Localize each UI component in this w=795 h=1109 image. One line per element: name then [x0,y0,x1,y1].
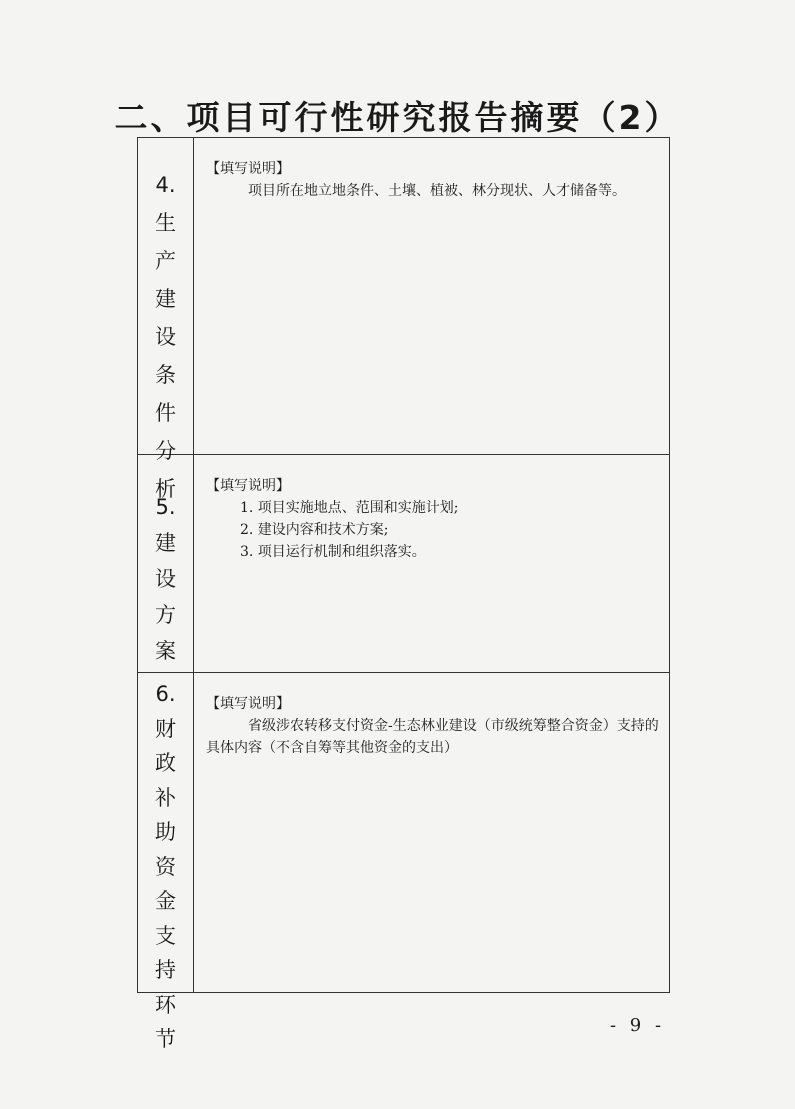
row-label-char: 设 [155,325,176,349]
row-content [194,138,669,454]
row-label-char: 分 [155,439,176,463]
row-label-char: 节 [155,1027,176,1051]
row-content [194,673,669,992]
note-header: 【填写说明】 [206,161,290,177]
row-label-char: 设 [155,567,176,591]
row-label-char: 补 [155,785,176,810]
row-label-char: 案 [155,639,176,663]
row-label-char: 方 [155,603,176,627]
page-title: 二、项目可行性研究报告摘要（2） [114,98,681,137]
note-item: 2. 建设内容和技术方案; [240,522,389,538]
table-row-production-conditions [138,138,669,501]
note-text: 项目所在地立地条件、土壤、植被、林分现状、人才储备等。 [248,183,626,199]
row-label-char: 生 [155,211,176,235]
note-text: 省级涉农转移支付资金-生态林业建设（市级统筹整合资金）支持的具体内容（不含自筹等其他资金的支出） [206,718,659,756]
row-label-char: 析 [155,477,176,501]
page-number: - 9 - [610,1015,666,1036]
row-label-char: 件 [155,401,176,425]
row-label-char: 建 [155,531,176,555]
row-label-char: 产 [155,249,176,273]
row-label [138,673,194,1051]
row-label-char: 支 [155,923,176,948]
table-row-construction-plan [138,455,669,673]
row-label-char: 持 [155,958,176,982]
row-label-char: 政 [155,751,176,775]
row-label [138,455,194,672]
row-label-char: 条 [155,363,176,387]
note-header: 【填写说明】 [206,696,290,712]
row-label-char: 金 [155,889,176,913]
note-header: 【填写说明】 [206,478,290,494]
row-label-char: 助 [155,820,176,844]
table-row-fiscal-support [138,673,669,1051]
row-label-char: 建 [155,287,176,311]
row-label [138,138,194,501]
row-number: 4. [155,173,176,197]
row-label-char: 环 [155,992,176,1017]
row-number: 5. [155,495,176,519]
note-item: 3. 项目运行机制和组织落实。 [240,544,426,560]
row-content [194,455,669,672]
row-label-char: 财 [155,716,176,741]
row-label-char: 资 [155,854,176,879]
note-item: 1. 项目实施地点、范围和实施计划; [240,500,459,516]
row-number: 6. [155,682,176,706]
summary-table [137,137,670,1051]
